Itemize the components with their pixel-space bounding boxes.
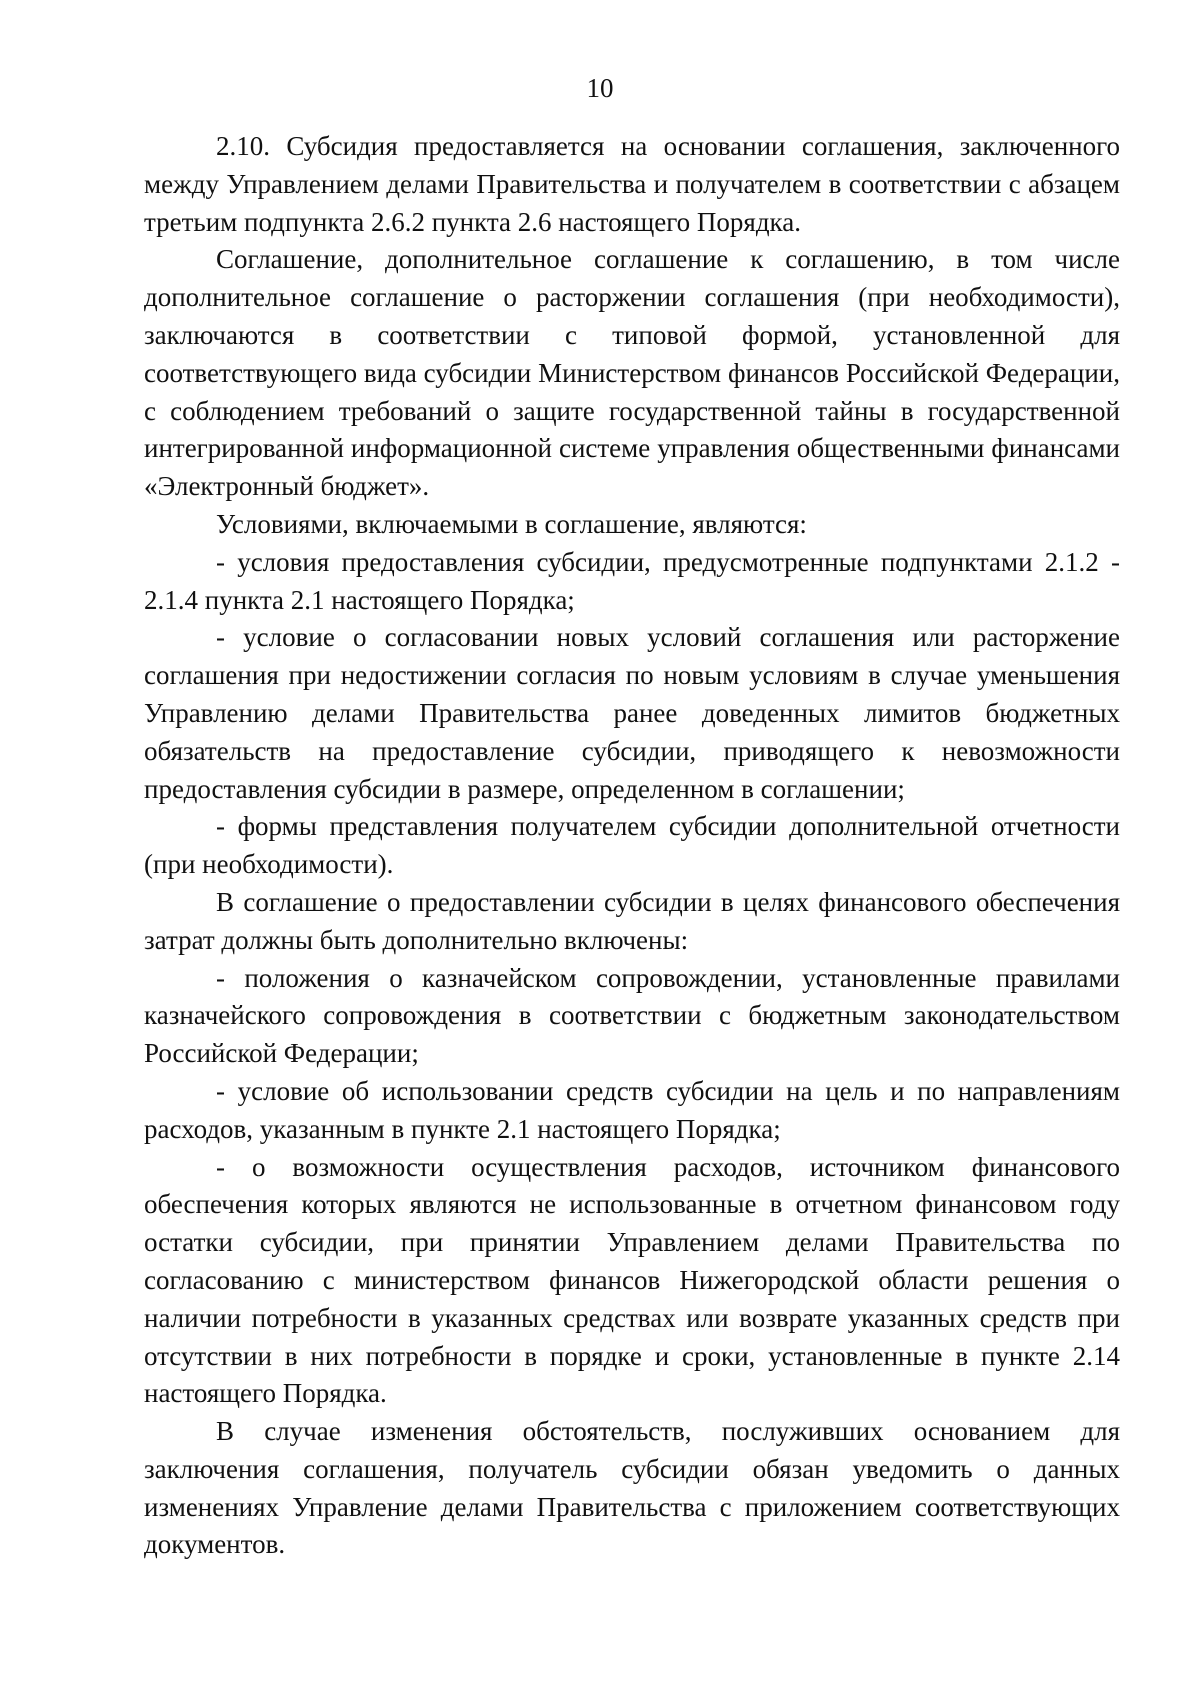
list-item-remaining-funds: - о возможности осуществления расходов, источником финансового обеспечения которых являются не использованные в отчетном финансовом году остатки субсидии, при принятии Управлением делами Правительства по согласованию с министерством финансов Нижегородской области решения о наличии потребности в указанных средствах или возврате указанных средств при отсутствии в них потребности в порядке и сроки, установленные в пункте 2.14 настоящего Порядка. (144, 1151, 1120, 1409)
list-item-reporting-forms: - формы представления получателем субсидии дополнительной отчетности (при необходимости). (144, 811, 1120, 880)
paragraph-2-10: 2.10. Субсидия предоставляется на основании соглашения, заключенного между Управлением делами Правительства и получателем в соответствии с абзацем третьим подпункта 2.6.2 пункта 2.6 настоящего Порядка. (144, 131, 1120, 237)
document-body (144, 128, 1120, 1564)
paragraph-change-notification: В случае изменения обстоятельств, послуживших основанием для заключения соглашения, получатель субсидии обязан уведомить о данных изменениях Управление делами Правительства с приложением соответствующих документов. (144, 1416, 1120, 1560)
paragraph-agreement-form: Соглашение, дополнительное соглашение к соглашению, в том числе дополнительное соглашение о расторжении соглашения (при необходимости), заключаются в соответствии с типовой формой, установленной для соответствующего вида субсидии Министерством финансов Российской Федерации, с соблюдением требований о защите государственной тайны в государственной интегрированной информационной системе управления общественными финансами «Электронный бюджет». (144, 244, 1120, 502)
paragraph-conditions-intro: Условиями, включаемыми в соглашение, являются: (216, 508, 807, 539)
list-item-new-conditions: - условие о согласовании новых условий соглашения или расторжение соглашения при недостижении согласия по новым условиям в случае уменьшения Управлению делами Правительства ранее доведенных лимитов бюджетных обязательств на предоставление субсидии, приводящего к невозможности предоставления субсидии в размере, определенном в соглашении; (144, 622, 1120, 804)
paragraph-additional-inclusions: В соглашение о предоставлении субсидии в целях финансового обеспечения затрат должны быть дополнительно включены: (144, 886, 1120, 955)
list-item-treasury-support: - положения о казначейском сопровождении, установленные правилами казначейского сопровождения в соответствии с бюджетным законодательством Российской Федерации; (144, 962, 1120, 1069)
page-number: 10 (586, 73, 614, 103)
list-item-funds-usage: - условие об использовании средств субсидии на цель и по направлениям расходов, указанным в пункте 2.1 настоящего Порядка; (144, 1075, 1120, 1144)
list-item-conditions-provision: - условия предоставления субсидии, предусмотренные подпунктами 2.1.2 - 2.1.4 пункта 2.1 настоящего Порядка; (144, 546, 1120, 615)
